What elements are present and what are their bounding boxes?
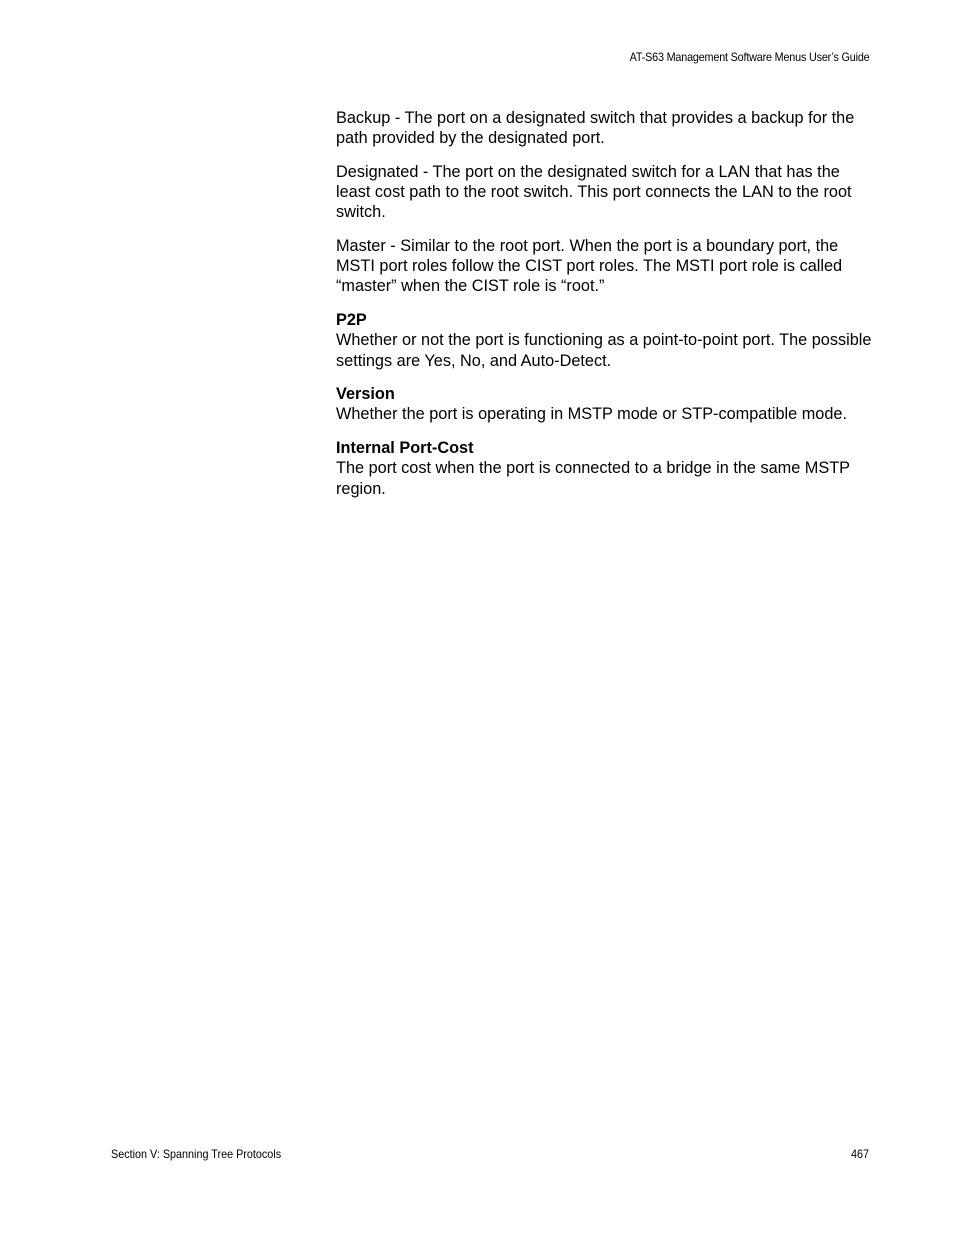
role-backup-paragraph: Backup - The port on a designated switch that provides a backup for the path provided by the designated port.	[336, 109, 855, 148]
running-header: AT-S63 Management Software Menus User’s Guide	[629, 50, 869, 64]
definition-internal-port-cost	[336, 438, 876, 499]
definition-description: Whether the port is operating in MSTP mode or STP-compatible mode.	[336, 405, 847, 424]
footer-section: Section V: Spanning Tree Protocols	[111, 1147, 282, 1161]
page-number: 467	[850, 1147, 869, 1161]
definition-term: P2P	[336, 311, 367, 330]
definition-term: Version	[336, 385, 395, 404]
main-content	[336, 108, 876, 512]
role-master-paragraph: Master - Similar to the root port. When the port is a boundary port, the MSTI port roles follow the CIST port roles. The MSTI port role is called “master” when the CIST role is “root.”	[336, 237, 843, 296]
definition-p2p	[336, 310, 876, 371]
running-footer	[111, 1147, 869, 1161]
definition-description: The port cost when the port is connected to a bridge in the same MSTP region.	[336, 459, 850, 498]
definition-version	[336, 384, 876, 424]
definition-term: Internal Port-Cost	[336, 439, 474, 458]
definition-description: Whether or not the port is functioning as a point-to-point port. The possible settings are Yes, No, and Auto-Detect.	[336, 331, 872, 370]
role-designated-paragraph: Designated - The port on the designated switch for a LAN that has the least cost path to the root switch. This port connects the LAN to the root switch.	[336, 162, 852, 222]
